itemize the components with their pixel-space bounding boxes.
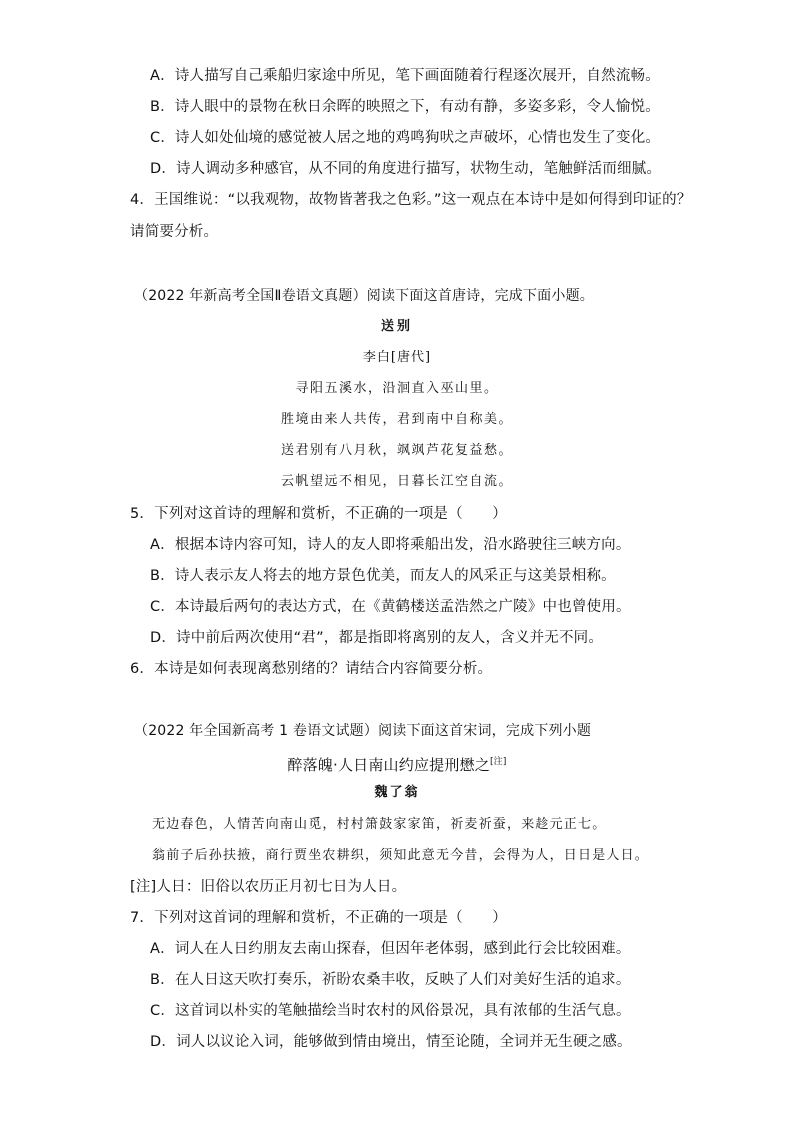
section2-intro: （2022 年新高考全国Ⅱ卷语文真题）阅读下面这首唐诗，完成下面小题。 bbox=[134, 288, 594, 304]
q5-option-a: A．根据本诗内容可知，诗人的友人即将乘船出发，沿水路驶往三峡方向。 bbox=[150, 537, 631, 553]
q5-option-b: B．诗人表示友人将去的地方景色优美，而友人的风采正与这美景相称。 bbox=[150, 568, 616, 584]
poem-author: 李白[唐代] bbox=[362, 350, 432, 365]
ci-line: 翁前子后孙扶掖，商行贾坐农耕织，须知此意无今昔，会得为人，日日是人日。 bbox=[152, 848, 650, 863]
q3-option-c: C．诗人如处仙境的感觉被人居之地的鸡鸣狗吠之声破坏，心情也发生了变化。 bbox=[150, 130, 661, 146]
q3-option-a: A．诗人描写自己乘船归家途中所见，笔下画面随着行程逐次展开，自然流畅。 bbox=[150, 68, 660, 84]
q3-option-d: D．诗人调动多种感官，从不同的角度进行描写，状物生动，笔触鲜活而细腻。 bbox=[150, 161, 662, 177]
ci-note-mark: [注] bbox=[489, 757, 507, 767]
poem-line: 送君别有八月秋，飒飒芦花复益愁。 bbox=[280, 443, 513, 458]
ci-footnote: [注]人日：旧俗以农历正月初七日为人日。 bbox=[130, 879, 407, 895]
q4-question-line1: 4．王国维说：“以我观物，故物皆著我之色彩。”这一观点在本诗中是如何得到印证的？ bbox=[130, 192, 692, 208]
q5-option-d: D．诗中前后两次使用“君”，都是指即将离别的友人，含义并无不同。 bbox=[150, 630, 604, 646]
q7-option-c: C．这首词以朴实的笔触描绘当时农村的风俗景况，具有浓郁的生活气息。 bbox=[150, 1003, 631, 1019]
ci-author: 魏了翁 bbox=[374, 785, 420, 800]
section3-intro: （2022 年全国新高考 1 卷语文试题）阅读下面这首宋词，完成下列小题 bbox=[134, 723, 592, 739]
q7-question: 7．下列对这首词的理解和赏析，不正确的一项是（ ） bbox=[130, 910, 507, 926]
q7-option-b: B．在人日这天吹打奏乐，祈盼农桑丰收，反映了人们对美好生活的追求。 bbox=[150, 972, 631, 988]
poem-line: 寻阳五溪水，沿洄直入巫山里。 bbox=[295, 381, 499, 396]
q7-option-a: A．词人在人日约朋友去南山探春，但因年老体弱，感到此行会比较困难。 bbox=[150, 941, 631, 957]
ci-title: 醉落魄·人日南山约应提刑懋之 bbox=[287, 755, 490, 774]
poem-line: 云帆望远不相见，日暮长江空自流。 bbox=[280, 474, 513, 489]
q3-option-b: B．诗人眼中的景物在秋日余晖的映照之下，有动有静，多姿多彩，令人愉悦。 bbox=[150, 99, 660, 115]
q7-option-d: D．词人以议论入词，能够做到情由境出，情至论随，全词并无生硬之感。 bbox=[150, 1034, 632, 1050]
poem-line: 胜境由来人共传，君到南中自称美。 bbox=[280, 412, 513, 427]
q6-question: 6．本诗是如何表现离愁别绪的？请结合内容简要分析。 bbox=[130, 661, 493, 677]
ci-title-line bbox=[0, 752, 794, 776]
ci-line: 无边春色，人情苦向南山觅，村村箫鼓家家笛，祈麦祈蚕，来趁元正七。 bbox=[152, 817, 607, 832]
poem-title: 送别 bbox=[380, 319, 413, 334]
q5-question: 5．下列对这首诗的理解和赏析，不正确的一项是（ ） bbox=[130, 506, 507, 522]
q5-option-c: C．本诗最后两句的表达方式，在《黄鹤楼送孟浩然之广陵》中也曾使用。 bbox=[150, 599, 631, 615]
q4-question-line2: 请简要分析。 bbox=[130, 224, 219, 240]
